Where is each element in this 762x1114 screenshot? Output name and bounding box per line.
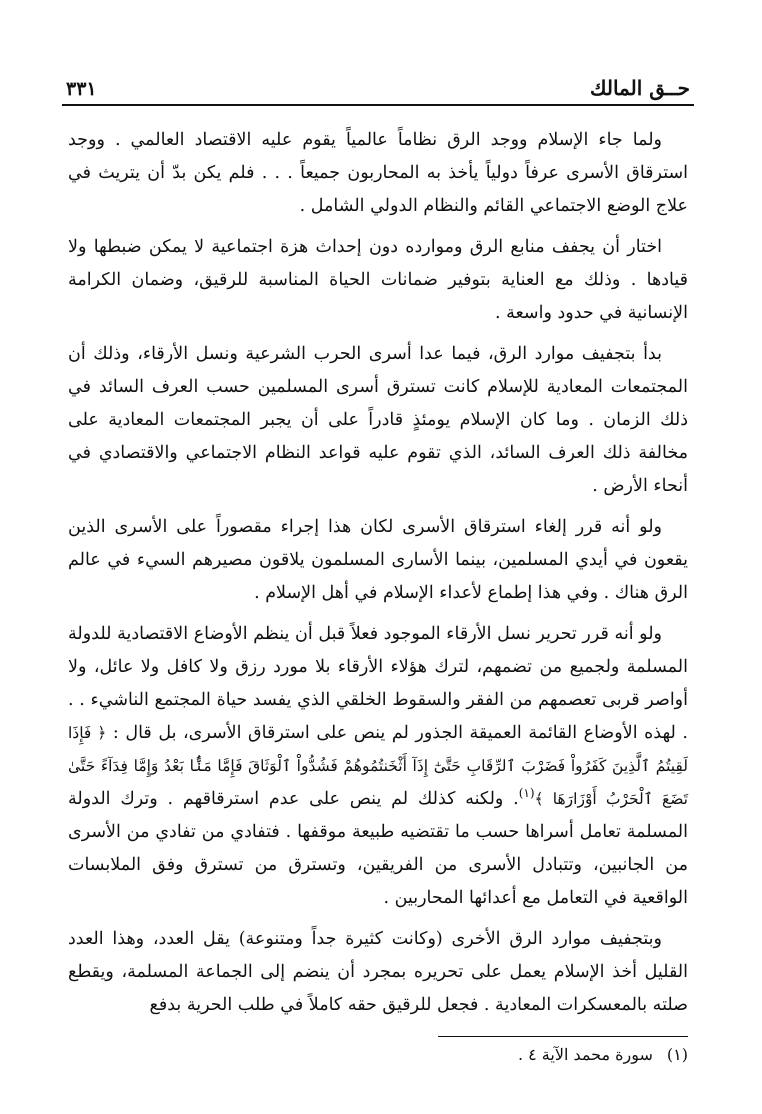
footnote-divider	[438, 1036, 688, 1037]
footnote	[62, 1045, 694, 1064]
quran-verse: ﴿ فَإِذَا لَقِيتُمُ ٱلَّذِينَ كَفَرُواْ فَضَرْبَ ٱلرِّقَابِ حَتَّىٰٓ إِذَآ أَثْخَنتُمُوهُمْ فَشُدُّواْ ٱلْوَثَاقَ فَإِمَّا مَنًّۢا بَعْدُ وَإِمَّا فِدَآءً حَتَّىٰ تَضَعَ ٱلْحَرْبُ أَوْزَارَهَا ﴾	[68, 724, 688, 808]
document-page	[62, 60, 694, 1064]
paragraph-6: وبتجفيف موارد الرق الأخرى (وكانت كثيرة جداً ومتنوعة) يقل العدد، وهذا العدد القليل أخذ الإسلام يعمل على تحريره بمجرد أن ينضم إلى الجماعة المسلمة، ويقطع صلته بالمعسكرات المعادية . فجعل للرقيق حقه كاملاً في طلب الحرية بدفع	[68, 929, 688, 1015]
body-text	[62, 124, 694, 1022]
paragraph-1: ولما جاء الإسلام ووجد الرق نظاماً عالمياً يقوم عليه الاقتصاد العالمي . ووجد استرقاق الأسرى عرفاً دولياً يأخذ به المحاربون جميعاً . . . فلم يكن بدّ أن يتريث في علاج الوضع الاجتماعي القائم والنظام الدولي الشامل .	[68, 130, 688, 216]
paragraph-2: اختار أن يجفف منابع الرق وموارده دون إحداث هزة اجتماعية لا يمكن ضبطها ولا قيادها . وذلك مع العناية بتوفير ضمانات الحياة المناسبة للرقيق، وضمان الكرامة الإنسانية في حدود واسعة .	[68, 237, 688, 323]
footnote-number: (١)	[666, 1045, 688, 1064]
paragraph-5-intro: ولو أنه قرر تحرير نسل الأرقاء الموجود فعلاً قبل أن ينظم الأوضاع الاقتصادية للدولة المسلمة ولجميع من تضمهم، لترك هؤلاء الأرقاء بلا مورد رزق ولا كافل ولا عائل، ولا أواصر قربى تعصمهم من الفقر والسقوط الخلقي الذي يفسد حياة المجتمع الناشيء . . . لهذه الأوضاع القائمة العميقة الجذور لم ينص على استرقاق الأسرى، بل قال :	[68, 624, 688, 743]
paragraph-5	[68, 618, 688, 915]
paragraph-5-continuation: . ولكنه كذلك لم ينص على عدم استرقاقهم . وترك الدولة المسلمة تعامل أسراها حسب ما تقتضيه طبيعة موقفها . فتفادي من تفادي من الأسرى من الجانبين، وتتبادل الأسرى من الفريقين، وتسترق من تسترق وفق الملابسات الواقعية في التعامل مع أعدائها المحاربين .	[68, 789, 688, 908]
running-header	[62, 60, 694, 106]
footnote-text: سورة محمد الآية ٤ .	[517, 1045, 653, 1064]
paragraph-3: بدأ بتجفيف موارد الرق، فيما عدا أسرى الحرب الشرعية ونسل الأرقاء، وذلك أن المجتمعات المعادية للإسلام كانت تسترق أسرى المسلمين حسب العرف السائد في ذلك الزمان . وما كان الإسلام يومئذٍ قادراً على أن يجبر المجتمعات المعادية على مخالفة ذلك العرف السائد، الذي تقوم عليه قواعد النظام الاجتماعي والاقتصادي في أنحاء الأرض .	[68, 344, 688, 496]
chapter-title: حــق المالك	[590, 76, 690, 100]
paragraph-4: ولو أنه قرر إلغاء استرقاق الأسرى لكان هذا إجراء مقصوراً على الأسرى الذين يقعون في أيدي المسلمين، بينما الأسارى المسلمون يلاقون مصيرهم السيء في عالم الرق هناك . وفي هذا إطماع لأعداء الإسلام في أهل الإسلام .	[68, 517, 688, 603]
footnote-reference: (١)	[518, 786, 535, 801]
page-number: ٣٣١	[66, 78, 97, 100]
